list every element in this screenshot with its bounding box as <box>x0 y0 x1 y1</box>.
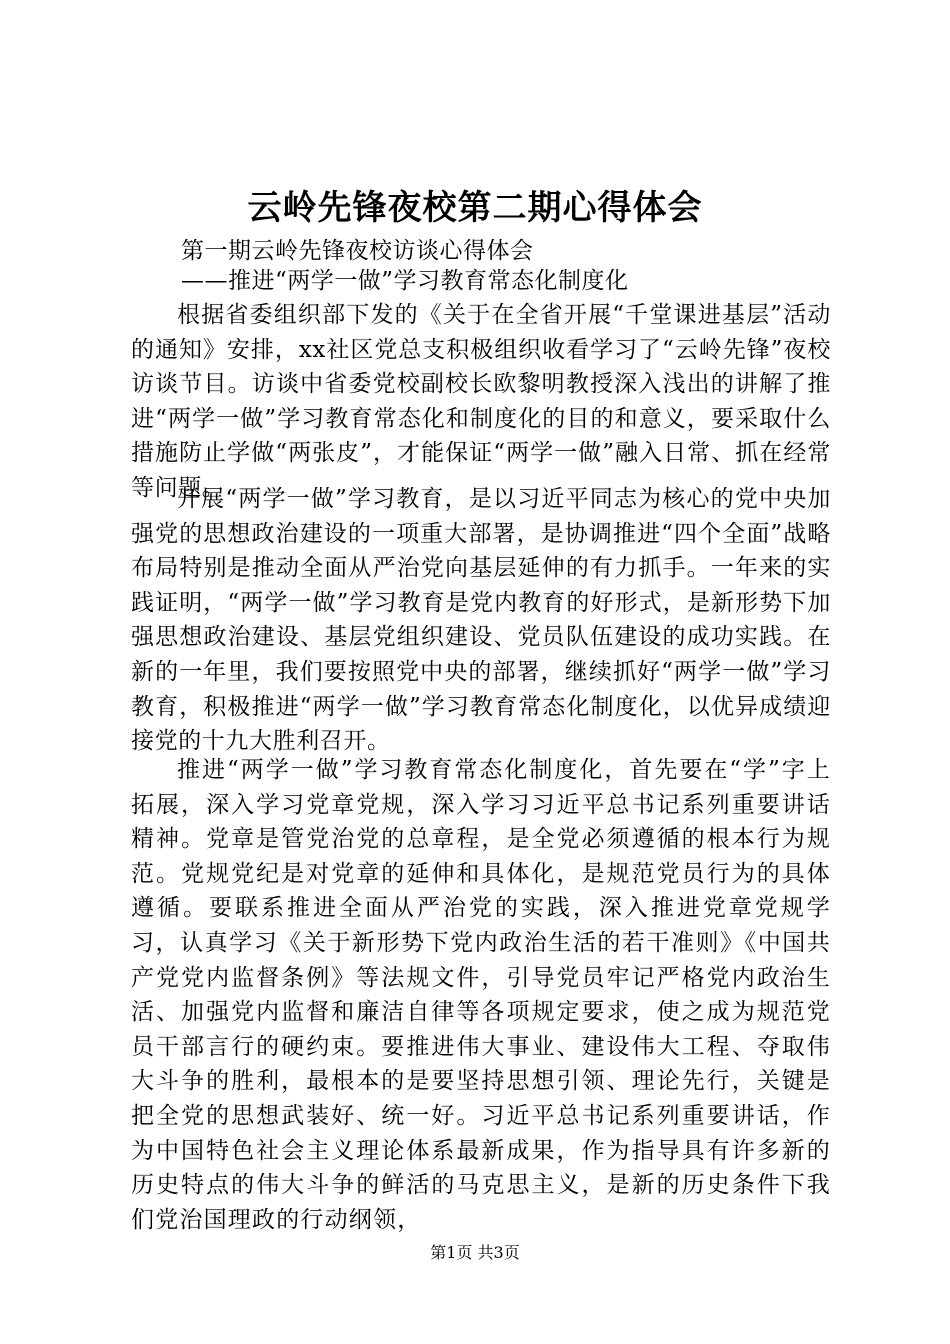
document-title: 云岭先锋夜校第二期心得体会 <box>247 188 703 228</box>
paragraph-1: 根据省委组织部下发的《关于在全省开展“千堂课进基层”活动的通知》安排，xx社区党总支积极组织收看学习了“云岭先锋”夜校访谈节目。访谈中省委党校副校长欧黎明教授深入浅出的讲解了推进“两学一做”学习教育常态化和制度化的目的和意义，要采取什么措施防止学做“两张皮”，才能保证“两学一做”融入日常、抓在经常等问题。 <box>131 302 831 501</box>
document-subtitle: 第一期云岭先锋夜校访谈心得体会 <box>181 238 534 264</box>
document-subheading: ——推进“两学一做”学习教育常态化制度化 <box>181 268 629 294</box>
paragraph-2: 开展“两学一做”学习教育，是以习近平同志为核心的党中央加强党的思想政治建设的一项重大部署，是协调推进“四个全面”战略布局特别是推动全面从严治党向基层延伸的有力抓手。一年来的实践证明，“两学一做”学习教育是党内教育的好形式，是新形势下加强思想政治建设、基层党组织建设、党员队伍建设的成功实践。在新的一年里，我们要按照党中央的部署，继续抓好“两学一做”学习教育，积极推进“两学一做”学习教育常态化制度化，以优异成绩迎接党的十九大胜利召开。 <box>131 486 831 755</box>
paragraph-3: 推进“两学一做”学习教育常态化制度化，首先要在“学”字上拓展，深入学习党章党规，深入学习习近平总书记系列重要讲话精神。党章是管党治党的总章程，是全党必须遵循的根本行为规范。党规党纪是对党章的延伸和具体化，是规范党员行为的具体遵循。要联系推进全面从严治党的实践，深入推进党章党规学习，认真学习《关于新形势下党内政治生活的若干准则》《中国共产党党内监督条例》等法规文件，引导党员牢记严格党内政治生活、加强党内监督和廉洁自律等各项规定要求，使之成为规范党员干部言行的硬约束。要推进伟大事业、建设伟大工程、夺取伟大斗争的胜利，最根本的是要坚持思想引领、理论先行，关键是把全党的思想武装好、统一好。习近平总书记系列重要讲话，作为中国特色社会主义理论体系最新成果，作为指导具有许多新的历史特点的伟大斗争的鲜活的马克思主义，是新的历史条件下我们党治国理政的行动纲领， <box>131 757 831 1233</box>
page-footer: 第1页 共3页 <box>430 1243 520 1262</box>
